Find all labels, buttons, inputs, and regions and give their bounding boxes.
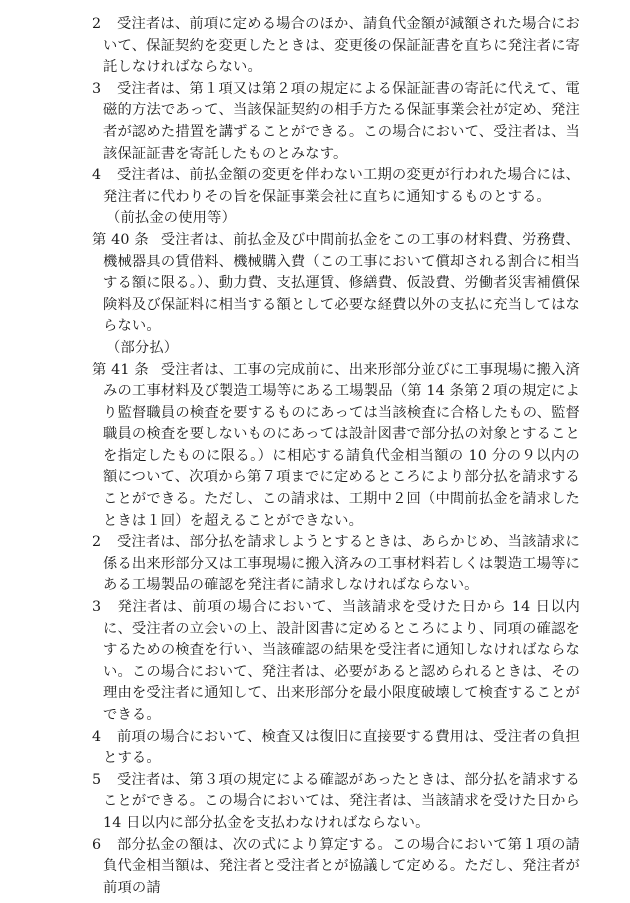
paragraph-number: 3 xyxy=(92,80,102,97)
article-text: 受注者は、工事の完成前に、出来形部分並びに工事現場に搬入済みの工事材料及び製造工場等にある工場製品（第 14 条第２項の規定により監督職員の検査を要するものにあっては当該検査に合格したもの、監督職員の検査を要しないものにあっては設計図書で部分払の対象とすることを指定したものに限る。）に相応する請負代金相当額の 10 分の９以内の額について、次項から第７項までに定めるところにより部分払を請求することができる。ただし、この請求は、工期中２回（中間前払金を請求したときは１回）を超えることができない。 xyxy=(103,361,580,529)
paragraph-41-6 xyxy=(92,835,580,900)
article-40 xyxy=(92,230,580,338)
paragraph-number: 2 xyxy=(92,534,102,551)
heading-text: （部分払） xyxy=(106,339,179,356)
article-text: 受注者は、前払金及び中間前払金をこの工事の材料費、労務費、機械器具の賃借料、機械購入費（この工事において償却される割合に相当する額に限る。）、動力費、支払運賃、修繕費、仮設費、労働者災害補償保険料及び保証料に相当する額として必要な経費以外の支払に充当してはならない。 xyxy=(103,231,580,335)
heading-text: （前払金の使用等） xyxy=(106,210,237,227)
paragraph-text: 受注者は、第１項又は第２項の規定による保証証書の寄託に代えて、電磁的方法であって、当該保証契約の相手方たる保証事業会社が定め、発注者が認めた措置を講ずることができる。この場合において、受注者は、当該保証証書を寄託したものとみなす。 xyxy=(103,80,580,162)
paragraph-text: 受注者は、部分払を請求しようとするときは、あらかじめ、当該請求に係る出来形部分又は工事現場に搬入済みの工事材料若しくは製造工場等にある工場製品の確認を発注者に請求しなければならない。 xyxy=(103,534,580,594)
paragraph-text: 受注者は、前払金額の変更を伴わない工期の変更が行われた場合には、発注者に代わりその旨を保証事業会社に直ちに通知するものとする。 xyxy=(103,167,580,205)
paragraph-41-5 xyxy=(92,770,580,835)
paragraph-number: 2 xyxy=(92,16,102,32)
paragraph-41-2 xyxy=(92,532,580,597)
paragraph-text: 発注者は、前項の場合において、当該請求を受けた日から 14 日以内に、受注者の立会いの上、設計図書に定めるところにより、同項の確認をするための検査を行い、当該確認の結果を受注者に通知しなければならない。この場合において、発注者は、必要があると認められるときは、その理由を受注者に通知して、出来形部分を最小限度破壊して検査することができる。 xyxy=(103,599,580,723)
paragraph-41-3 xyxy=(92,597,580,727)
paragraph-text: 部分払金の額は、次の式により算定する。この場合において第１項の請負代金相当額は、発注者と受注者とが協議して定める。ただし、発注者が前項の請 xyxy=(103,836,580,896)
article-number: 第 40 条 xyxy=(92,231,149,248)
paragraph-text: 前項の場合において、検査又は復旧に直接要する費用は、受注者の負担とする。 xyxy=(103,728,580,767)
article-40-heading xyxy=(92,208,580,230)
paragraph-number: 6 xyxy=(92,836,102,853)
article-41 xyxy=(92,360,580,533)
paragraph-39-4 xyxy=(92,165,580,208)
paragraph-39-2 xyxy=(92,14,580,79)
paragraph-text: 受注者は、前項に定める場合のほか、請負代金額が減額された場合において、保証契約を変更したときは、変更後の保証証書を直ちに発注者に寄託しなければならない。 xyxy=(103,16,580,76)
paragraph-text: 受注者は、第３項の規定による確認があったときは、部分払を請求することができる。この場合においては、発注者は、当該請求を受けた日から 14 日以内に部分払金を支払わなければならない。 xyxy=(103,771,580,831)
paragraph-number: 4 xyxy=(92,167,102,184)
paragraph-number: 5 xyxy=(92,771,102,788)
paragraph-number: 3 xyxy=(92,599,102,616)
article-41-heading xyxy=(92,338,580,360)
article-number: 第 41 条 xyxy=(92,361,149,378)
paragraph-39-3 xyxy=(92,79,580,165)
document-body xyxy=(92,14,580,899)
paragraph-number: 4 xyxy=(92,728,102,745)
paragraph-41-4 xyxy=(92,727,580,770)
